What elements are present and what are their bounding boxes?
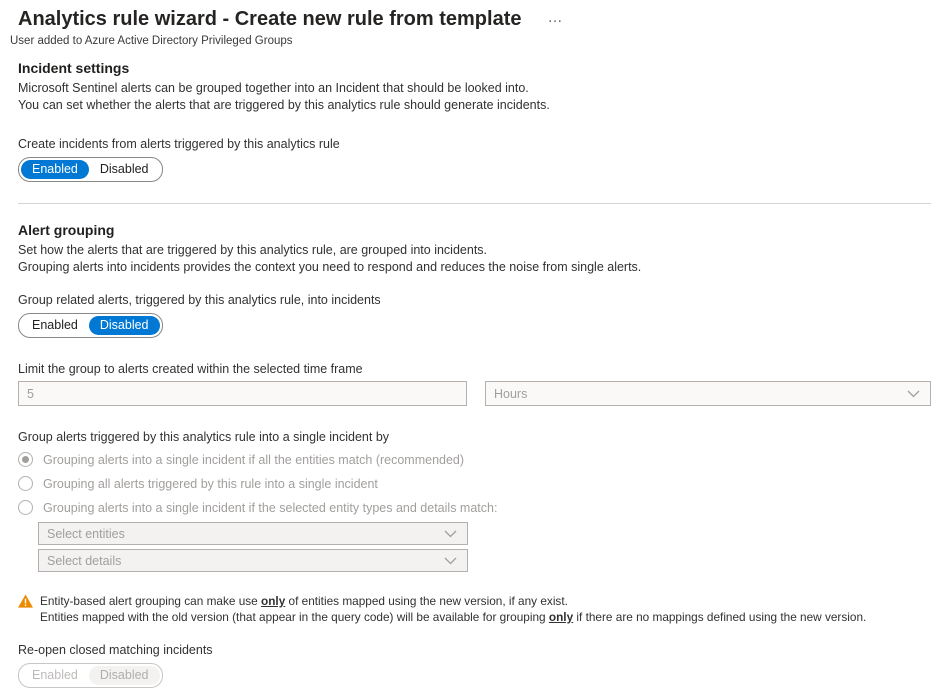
reopen-toggle-disabled: Disabled bbox=[89, 666, 160, 685]
warning-icon bbox=[18, 594, 33, 608]
chevron-down-icon bbox=[444, 530, 457, 538]
warning-text bbox=[40, 593, 866, 625]
radio-option-selected-entities bbox=[18, 500, 931, 516]
create-incidents-label: Create incidents from alerts triggered by this analytics rule bbox=[18, 137, 340, 151]
limit-unit-dropdown bbox=[485, 381, 931, 406]
radio-unselected-icon bbox=[18, 500, 33, 515]
rule-template-name: User added to Azure Active Directory Privileged Groups bbox=[10, 35, 293, 47]
limit-timeframe-label: Limit the group to alerts created within the selected time frame bbox=[18, 362, 363, 376]
limit-unit-value: Hours bbox=[494, 386, 528, 401]
reopen-toggle-enabled: Enabled bbox=[32, 668, 78, 682]
alert-grouping-description-line1: Set how the alerts that are triggered by this analytics rule, are grouped into incidents. bbox=[18, 243, 488, 257]
select-entities-placeholder: Select entities bbox=[47, 526, 125, 541]
create-incidents-toggle-enabled[interactable]: Enabled bbox=[21, 160, 89, 179]
warning-line2: Entities mapped with the old version (that appear in the query code) will be available for grouping only if there are no mappings defined using the new version. bbox=[40, 610, 867, 624]
radio-option-entities-match bbox=[18, 452, 931, 468]
warning-line1: Entity-based alert grouping can make use only of entities mapped using the new version, if any exist. bbox=[40, 594, 568, 608]
alert-grouping-heading: Alert grouping bbox=[18, 222, 115, 238]
group-by-radio-group bbox=[18, 452, 931, 516]
incident-settings-description-line2: You can set whether the alerts that are triggered by this analytics rule should generate incidents. bbox=[18, 97, 550, 112]
page-title: Analytics rule wizard - Create new rule from template bbox=[18, 8, 522, 30]
incident-settings-description-line1: Microsoft Sentinel alerts can be grouped together into an Incident that should be looked into. bbox=[18, 81, 529, 95]
radio-option-selected-entities-label: Grouping alerts into a single incident if the selected entity types and details match: bbox=[43, 501, 498, 515]
chevron-down-icon bbox=[907, 390, 920, 398]
chevron-down-icon bbox=[444, 557, 457, 565]
more-options-icon[interactable]: … bbox=[547, 9, 564, 26]
group-by-label: Group alerts triggered by this analytics rule into a single incident by bbox=[18, 430, 390, 444]
group-related-toggle-disabled[interactable]: Disabled bbox=[89, 316, 160, 335]
limit-value-input bbox=[18, 381, 467, 406]
radio-selected-icon bbox=[18, 452, 33, 467]
section-divider bbox=[18, 203, 931, 204]
create-incidents-toggle[interactable] bbox=[18, 157, 163, 182]
incident-settings-heading: Incident settings bbox=[18, 60, 130, 76]
radio-option-all-alerts bbox=[18, 476, 931, 492]
group-related-toggle[interactable] bbox=[18, 313, 163, 338]
radio-unselected-icon bbox=[18, 476, 33, 491]
limit-timeframe-row bbox=[18, 381, 931, 406]
alert-grouping-description bbox=[18, 242, 931, 275]
group-related-label: Group related alerts, triggered by this analytics rule, into incidents bbox=[18, 293, 381, 307]
header bbox=[18, 8, 931, 31]
select-details-dropdown bbox=[38, 549, 468, 572]
radio-option-all-alerts-label: Grouping all alerts triggered by this rule into a single incident bbox=[43, 477, 378, 491]
select-entities-dropdown bbox=[38, 522, 468, 545]
select-details-placeholder: Select details bbox=[47, 553, 122, 568]
entity-mapping-warning bbox=[18, 593, 931, 625]
create-incidents-toggle-disabled[interactable]: Disabled bbox=[99, 162, 149, 176]
group-related-toggle-enabled[interactable]: Enabled bbox=[32, 318, 78, 332]
incident-settings-description bbox=[18, 80, 931, 113]
alert-grouping-description-line2: Grouping alerts into incidents provides the context you need to respond and reduces the noise from single alerts. bbox=[18, 259, 642, 274]
reopen-incidents-label: Re-open closed matching incidents bbox=[18, 643, 213, 657]
radio-option-entities-match-label: Grouping alerts into a single incident if all the entities match (recommended) bbox=[43, 453, 465, 467]
reopen-incidents-toggle bbox=[18, 663, 163, 688]
